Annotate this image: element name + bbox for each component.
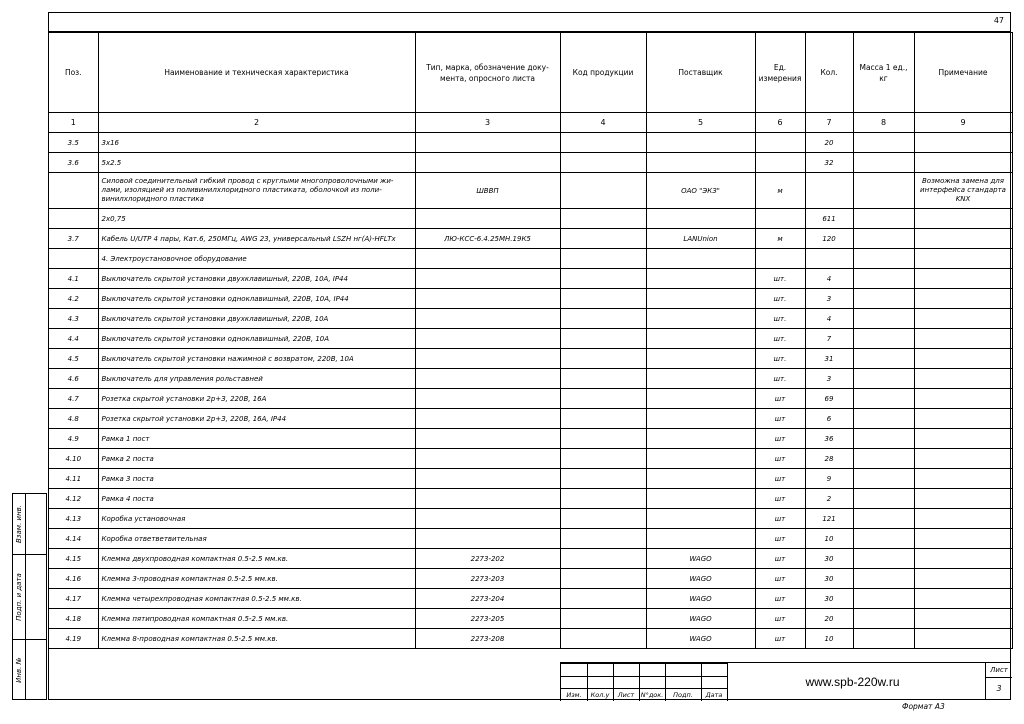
website-link[interactable]: www.spb-220w.ru xyxy=(805,675,900,689)
cell-unit: шт. xyxy=(755,289,805,309)
cell-unit: шт xyxy=(755,449,805,469)
table-row xyxy=(49,133,1012,153)
cell-note xyxy=(914,269,1012,289)
cell-pos: 4.15 xyxy=(49,549,98,569)
cell-type xyxy=(415,449,560,469)
cell-code xyxy=(560,429,646,449)
cell-code xyxy=(560,173,646,209)
cell-name: Рамка 4 поста xyxy=(98,489,415,509)
cell-type: 2273-203 xyxy=(415,569,560,589)
table-row xyxy=(49,509,1012,529)
cell-unit: шт xyxy=(755,549,805,569)
header-cell: Наименование и техническая характеристика xyxy=(98,33,415,113)
cell-type xyxy=(415,389,560,409)
cell-mass xyxy=(853,429,914,449)
drawing-frame xyxy=(48,12,1011,700)
cell-name: Рамка 3 поста xyxy=(98,469,415,489)
cell-unit: шт xyxy=(755,589,805,609)
cell-code xyxy=(560,269,646,289)
stamp-label: Подп. xyxy=(673,691,693,699)
cell-supplier xyxy=(646,269,755,289)
cell-mass xyxy=(853,489,914,509)
cell-name: Клемма 8-проводная компактная 0.5-2.5 мм.кв. xyxy=(98,629,415,649)
cell-name: 3x16 xyxy=(98,133,415,153)
table-row xyxy=(49,469,1012,489)
cell-note xyxy=(914,409,1012,429)
cell-qty: 30 xyxy=(805,549,853,569)
sheet-box xyxy=(985,662,1012,700)
cell-unit: шт. xyxy=(755,269,805,289)
cell-type xyxy=(415,409,560,429)
cell-qty: 30 xyxy=(805,589,853,609)
cell-type: 2273-202 xyxy=(415,549,560,569)
cell-qty: 3 xyxy=(805,369,853,389)
cell-pos: 4.16 xyxy=(49,569,98,589)
cell-qty: 4 xyxy=(805,309,853,329)
table-row xyxy=(49,153,1012,173)
cell-code xyxy=(560,329,646,349)
table-row xyxy=(49,589,1012,609)
cell-code xyxy=(560,449,646,469)
table-row xyxy=(49,609,1012,629)
table-row xyxy=(49,269,1012,289)
stamp-label: Изм. xyxy=(566,691,582,699)
cell-supplier xyxy=(646,289,755,309)
cell-note xyxy=(914,489,1012,509)
cell-code xyxy=(560,289,646,309)
cell-mass xyxy=(853,589,914,609)
table-row xyxy=(49,309,1012,329)
cell-supplier xyxy=(646,529,755,549)
cell-code xyxy=(560,509,646,529)
cell-pos: 4.19 xyxy=(49,629,98,649)
cell-type xyxy=(415,349,560,369)
cell-note xyxy=(914,329,1012,349)
cell-unit: шт. xyxy=(755,309,805,329)
cell-qty: 9 xyxy=(805,469,853,489)
cell-supplier xyxy=(646,209,755,229)
cell-supplier xyxy=(646,249,755,269)
cell-supplier xyxy=(646,349,755,369)
cell-type xyxy=(415,429,560,449)
cell-qty: 7 xyxy=(805,329,853,349)
cell-name: Рамка 2 поста xyxy=(98,449,415,469)
column-number: 7 xyxy=(805,113,853,133)
column-number: 4 xyxy=(560,113,646,133)
table-row xyxy=(49,289,1012,309)
cell-name: Клемма двухпроводная компактная 0.5-2.5 мм.кв. xyxy=(98,549,415,569)
cell-code xyxy=(560,153,646,173)
cell-pos: 4.10 xyxy=(49,449,98,469)
cell-qty: 611 xyxy=(805,209,853,229)
cell-supplier: LANUnion xyxy=(646,229,755,249)
cell-pos: 4.8 xyxy=(49,409,98,429)
cell-type xyxy=(415,209,560,229)
cell-name: Клемма пятипроводная компактная 0.5-2.5 мм.кв. xyxy=(98,609,415,629)
cell-type xyxy=(415,309,560,329)
cell-name: Выключатель скрытой установки одноклавишный, 220В, 10А, IP44 xyxy=(98,289,415,309)
cell-qty xyxy=(805,249,853,269)
cell-unit: шт. xyxy=(755,349,805,369)
header-row xyxy=(49,33,1012,113)
cell-name: Рамка 1 пост xyxy=(98,429,415,449)
table-row xyxy=(49,329,1012,349)
cell-supplier xyxy=(646,449,755,469)
cell-unit xyxy=(755,249,805,269)
header-cell: Ед. измерения xyxy=(755,33,805,113)
cell-code xyxy=(560,469,646,489)
cell-pos: 4.1 xyxy=(49,269,98,289)
cell-code xyxy=(560,229,646,249)
cell-qty: 36 xyxy=(805,429,853,449)
cell-pos: 4.6 xyxy=(49,369,98,389)
cell-pos: 4.5 xyxy=(49,349,98,369)
cell-note: Возможна замена для интерфейса стандарта KNX xyxy=(914,173,1012,209)
cell-mass xyxy=(853,469,914,489)
cell-pos: 4.7 xyxy=(49,389,98,409)
header-cell: Примечание xyxy=(914,33,1012,113)
cell-supplier xyxy=(646,309,755,329)
header-cell: Поз. xyxy=(49,33,98,113)
cell-unit xyxy=(755,133,805,153)
cell-code xyxy=(560,209,646,229)
cell-qty: 6 xyxy=(805,409,853,429)
cell-mass xyxy=(853,609,914,629)
cell-pos: 4.11 xyxy=(49,469,98,489)
list-label: Лист xyxy=(990,666,1008,674)
revision-grid xyxy=(560,663,728,701)
cell-type xyxy=(415,133,560,153)
cell-pos: 4.12 xyxy=(49,489,98,509)
column-number: 3 xyxy=(415,113,560,133)
cell-type: 2273-204 xyxy=(415,589,560,609)
sheet-number: 47 xyxy=(993,16,1004,25)
header-cell: Масса 1 ед., кг xyxy=(853,33,914,113)
cell-type: ЛЮ-КСС-6.4.25МН.19К5 xyxy=(415,229,560,249)
stamp-label: Лист xyxy=(617,691,635,699)
table-row xyxy=(49,629,1012,649)
cell-pos: 4.3 xyxy=(49,309,98,329)
cell-qty: 31 xyxy=(805,349,853,369)
cell-pos: 3.5 xyxy=(49,133,98,153)
cell-qty: 69 xyxy=(805,389,853,409)
table-row xyxy=(49,349,1012,369)
cell-supplier: WAGO xyxy=(646,549,755,569)
cell-supplier xyxy=(646,133,755,153)
cell-mass xyxy=(853,509,914,529)
cell-type: ШВВП xyxy=(415,173,560,209)
cell-pos xyxy=(49,173,98,209)
cell-unit: м xyxy=(755,229,805,249)
cell-supplier: WAGO xyxy=(646,569,755,589)
table-row xyxy=(49,529,1012,549)
table-row xyxy=(49,173,1012,209)
cell-code xyxy=(560,349,646,369)
cell-code xyxy=(560,369,646,389)
cell-note xyxy=(914,469,1012,489)
cell-type xyxy=(415,369,560,389)
cell-note xyxy=(914,309,1012,329)
cell-name: Выключатель скрытой установки двухклавишный, 220В, 10А xyxy=(98,309,415,329)
cell-unit: шт xyxy=(755,389,805,409)
cell-name: Выключатель для управления рольставней xyxy=(98,369,415,389)
cell-note xyxy=(914,429,1012,449)
cell-name: Розетка скрытой установки 2р+З, 220В, 16А xyxy=(98,389,415,409)
cell-name: Коробка установочная xyxy=(98,509,415,529)
cell-mass xyxy=(853,133,914,153)
cell-note xyxy=(914,369,1012,389)
cell-name: 2x0,75 xyxy=(98,209,415,229)
cell-pos: 3.6 xyxy=(49,153,98,173)
cell-unit: шт xyxy=(755,509,805,529)
table-row xyxy=(49,409,1012,429)
cell-code xyxy=(560,589,646,609)
cell-type xyxy=(415,289,560,309)
format-label: Формат А3 xyxy=(902,702,945,711)
cell-pos: 4.2 xyxy=(49,289,98,309)
cell-code xyxy=(560,389,646,409)
column-number: 9 xyxy=(914,113,1012,133)
cell-name: 4. Электроустановочное оборудование xyxy=(98,249,415,269)
cell-qty: 20 xyxy=(805,133,853,153)
side-label-inv-no: Инв. № xyxy=(15,657,23,683)
cell-unit: шт xyxy=(755,429,805,449)
cell-mass xyxy=(853,449,914,469)
cell-name: 5x2.5 xyxy=(98,153,415,173)
cell-mass xyxy=(853,349,914,369)
table-body xyxy=(49,133,1012,649)
cell-pos: 4.13 xyxy=(49,509,98,529)
cell-unit: м xyxy=(755,173,805,209)
header-cell: Код продукции xyxy=(560,33,646,113)
cell-qty: 120 xyxy=(805,229,853,249)
cell-qty: 3 xyxy=(805,289,853,309)
column-number: 8 xyxy=(853,113,914,133)
cell-unit: шт xyxy=(755,529,805,549)
table-row xyxy=(49,389,1012,409)
cell-mass xyxy=(853,629,914,649)
column-number: 1 xyxy=(49,113,98,133)
cell-supplier: ОАО "ЭКЗ" xyxy=(646,173,755,209)
cell-qty: 10 xyxy=(805,629,853,649)
side-label-sign-date: Подп. и дата xyxy=(15,572,23,621)
cell-pos: 4.9 xyxy=(49,429,98,449)
table-row xyxy=(49,249,1012,269)
cell-note xyxy=(914,389,1012,409)
table-row xyxy=(49,489,1012,509)
table-row xyxy=(49,229,1012,249)
cell-pos: 4.14 xyxy=(49,529,98,549)
cell-pos: 4.17 xyxy=(49,589,98,609)
cell-code xyxy=(560,549,646,569)
header-cell: Поставщик xyxy=(646,33,755,113)
cell-code xyxy=(560,529,646,549)
cell-qty: 30 xyxy=(805,569,853,589)
cell-note xyxy=(914,449,1012,469)
cell-note xyxy=(914,509,1012,529)
cell-unit xyxy=(755,209,805,229)
cell-note xyxy=(914,609,1012,629)
cell-mass xyxy=(853,529,914,549)
cell-type xyxy=(415,509,560,529)
cell-type xyxy=(415,529,560,549)
cell-supplier xyxy=(646,409,755,429)
cell-qty: 32 xyxy=(805,153,853,173)
header-cell: Тип, марка, обозначение доку-мента, опросного листа xyxy=(415,33,560,113)
cell-supplier xyxy=(646,469,755,489)
cell-unit: шт xyxy=(755,469,805,489)
side-label-replaced-inv: Взам. инв. xyxy=(15,504,23,544)
cell-pos xyxy=(49,209,98,229)
cell-unit: шт xyxy=(755,569,805,589)
stamp-label: Кол.у xyxy=(590,691,610,699)
cell-type: 2273-208 xyxy=(415,629,560,649)
cell-mass xyxy=(853,269,914,289)
cell-unit: шт xyxy=(755,609,805,629)
column-number: 2 xyxy=(98,113,415,133)
table-row xyxy=(49,549,1012,569)
cell-note xyxy=(914,589,1012,609)
cell-supplier xyxy=(646,369,755,389)
cell-unit: шт. xyxy=(755,369,805,389)
cell-code xyxy=(560,249,646,269)
cell-mass xyxy=(853,409,914,429)
table-row xyxy=(49,449,1012,469)
cell-code xyxy=(560,629,646,649)
cell-unit: шт xyxy=(755,629,805,649)
cell-code xyxy=(560,489,646,509)
cell-type xyxy=(415,329,560,349)
table-row xyxy=(49,569,1012,589)
cell-type xyxy=(415,469,560,489)
cell-qty: 2 xyxy=(805,489,853,509)
cell-mass xyxy=(853,549,914,569)
cell-name: Коробка ответветвительная xyxy=(98,529,415,549)
cell-mass xyxy=(853,569,914,589)
title-block xyxy=(560,662,1011,701)
cell-supplier: WAGO xyxy=(646,609,755,629)
cell-type xyxy=(415,249,560,269)
cell-note xyxy=(914,133,1012,153)
cell-supplier: WAGO xyxy=(646,589,755,609)
stamp-label: Дата xyxy=(705,691,723,699)
cell-qty: 28 xyxy=(805,449,853,469)
cell-name: Выключатель скрытой установки одноклавишный, 220В, 10А xyxy=(98,329,415,349)
stamp-label: N°док. xyxy=(640,691,664,699)
column-number: 5 xyxy=(646,113,755,133)
cell-code xyxy=(560,569,646,589)
cell-pos: 4.18 xyxy=(49,609,98,629)
cell-name: Клемма 3-проводная компактная 0.5-2.5 мм.кв. xyxy=(98,569,415,589)
cell-mass xyxy=(853,329,914,349)
cell-unit xyxy=(755,153,805,173)
cell-supplier xyxy=(646,489,755,509)
cell-mass xyxy=(853,369,914,389)
cell-qty xyxy=(805,173,853,209)
cell-unit: шт xyxy=(755,409,805,429)
cell-note xyxy=(914,249,1012,269)
cell-mass xyxy=(853,289,914,309)
cell-note xyxy=(914,153,1012,173)
cell-mass xyxy=(853,153,914,173)
cell-name: Розетка скрытой установки 2р+З, 220В, 16А, IP44 xyxy=(98,409,415,429)
cell-code xyxy=(560,309,646,329)
cell-name: Выключатель скрытой установки нажимной с возвратом, 220В, 10А xyxy=(98,349,415,369)
table-row xyxy=(49,209,1012,229)
cell-supplier xyxy=(646,429,755,449)
cell-code xyxy=(560,409,646,429)
cell-unit: шт xyxy=(755,489,805,509)
cell-qty: 4 xyxy=(805,269,853,289)
cell-unit: шт. xyxy=(755,329,805,349)
cell-mass xyxy=(853,389,914,409)
cell-pos: 4.4 xyxy=(49,329,98,349)
cell-note xyxy=(914,349,1012,369)
cell-name: Выключатель скрытой установки двухклавишный, 220В, 10А, IP44 xyxy=(98,269,415,289)
cell-note xyxy=(914,549,1012,569)
cell-type xyxy=(415,489,560,509)
column-number-row xyxy=(49,113,1012,133)
cell-type xyxy=(415,269,560,289)
cell-mass xyxy=(853,173,914,209)
cell-type xyxy=(415,153,560,173)
cell-supplier xyxy=(646,509,755,529)
cell-pos xyxy=(49,249,98,269)
cell-mass xyxy=(853,229,914,249)
cell-supplier: WAGO xyxy=(646,629,755,649)
cell-note xyxy=(914,529,1012,549)
specification-table xyxy=(49,32,1013,649)
cell-mass xyxy=(853,309,914,329)
cell-supplier xyxy=(646,329,755,349)
cell-type: 2273-205 xyxy=(415,609,560,629)
table-row xyxy=(49,369,1012,389)
cell-qty: 121 xyxy=(805,509,853,529)
cell-name: Силовой соединительный гибкий провод с круглыми многопроволочными жи-лами, изоляцией из поливинилхлоридного пластиката, оболочкой из поли-винилхлоридного пластика xyxy=(98,173,415,209)
cell-mass xyxy=(853,249,914,269)
cell-qty: 10 xyxy=(805,529,853,549)
cell-note xyxy=(914,629,1012,649)
cell-note xyxy=(914,289,1012,309)
cell-qty: 20 xyxy=(805,609,853,629)
cell-mass xyxy=(853,209,914,229)
table-row xyxy=(49,429,1012,449)
header-cell: Кол. xyxy=(805,33,853,113)
cell-name: Клемма четырехпроводная компактная 0.5-2.5 мм.кв. xyxy=(98,589,415,609)
column-number: 6 xyxy=(755,113,805,133)
list-number: 3 xyxy=(996,684,1002,693)
cell-pos: 3.7 xyxy=(49,229,98,249)
cell-note xyxy=(914,229,1012,249)
cell-code xyxy=(560,609,646,629)
cell-supplier xyxy=(646,389,755,409)
cell-code xyxy=(560,133,646,153)
side-stamp xyxy=(12,493,47,700)
cell-note xyxy=(914,569,1012,589)
cell-name: Кабель U/UTP 4 пары, Кат.6, 250МГц, AWG 23, универсальный LSZH нг(А)-HFLTx xyxy=(98,229,415,249)
cell-supplier xyxy=(646,153,755,173)
cell-note xyxy=(914,209,1012,229)
